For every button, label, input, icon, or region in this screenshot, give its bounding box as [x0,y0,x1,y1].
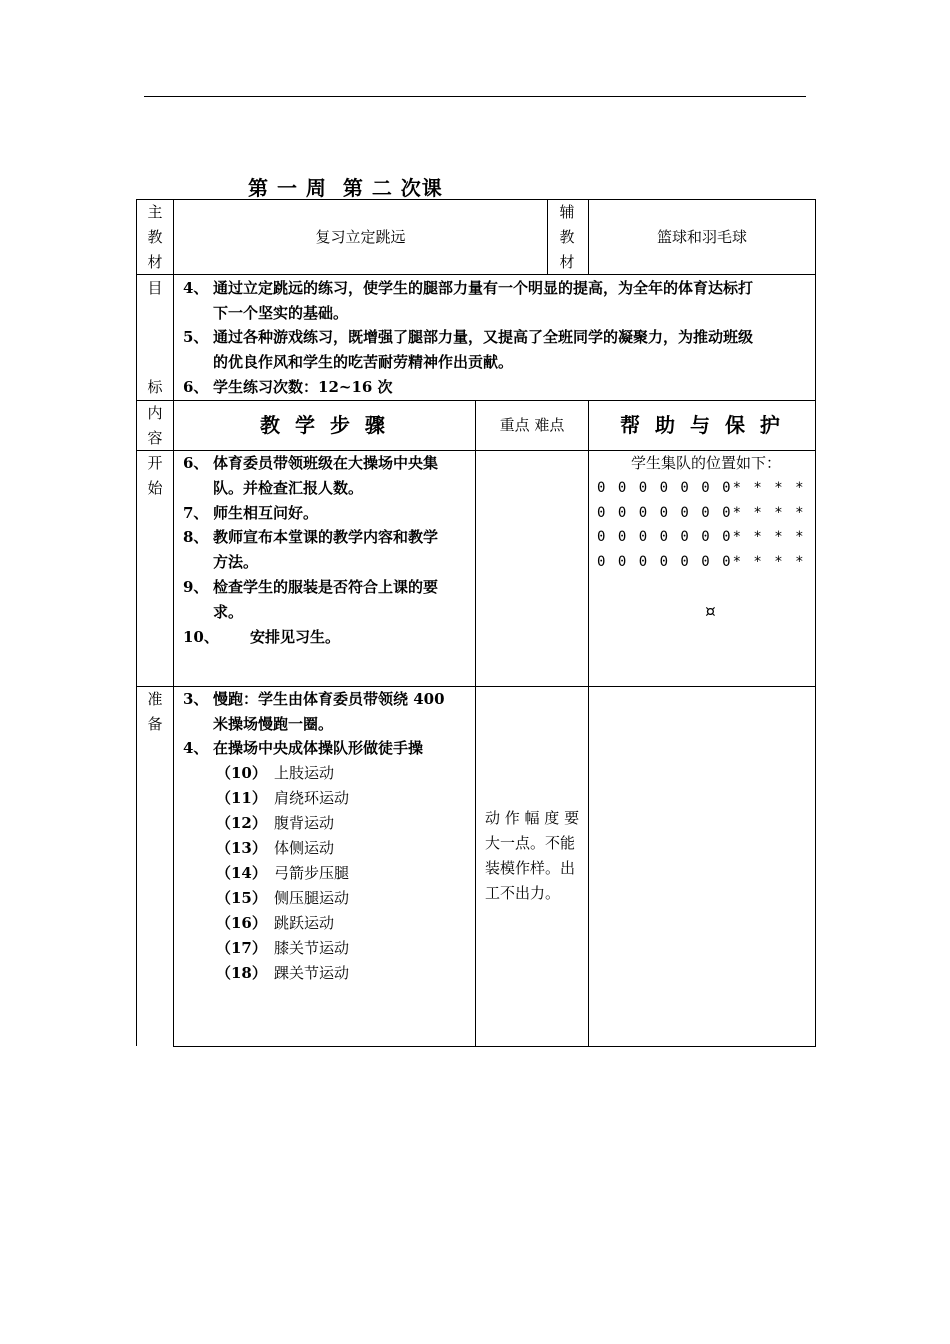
page-title: 第 一 周 第 二 次课 [248,176,443,200]
exercise-item: （16） 跳跃运动 [216,914,335,932]
formation-row: 0 0 0 0 0 0 0* * * * [597,554,806,570]
table-col-line-2 [475,400,476,1047]
start-step: 6、 体育委员带领班级在大操场中央集 [183,454,439,472]
prep-label: 准 备 [147,690,163,733]
start-step: 7、 师生相互问好。 [183,504,319,522]
exercise-item: （12） 腹背运动 [216,814,335,832]
exercise-item: （10） 上肢运动 [216,764,335,782]
formation-row: 0 0 0 0 0 0 0* * * * [597,529,806,545]
exercise-item: （18） 踝关节运动 [216,964,350,982]
teacher-position-symbol: ¤ [705,602,716,622]
start-step: 8、 教师宣布本堂课的教学内容和教学 [183,528,439,546]
prep-step: 3、 慢跑：学生由体育委员带领绕 400 [183,690,445,708]
start-label: 开 始 [147,454,163,497]
table-col-line-3 [588,400,589,1047]
exercise-item: （11） 肩绕环运动 [216,789,350,807]
table-row-line-2 [136,400,816,401]
prep-key-points: 动 作 幅 度 要 大一点。不能 装模作样。出 工不出力。 [485,809,580,902]
goal-label-bottom: 标 [147,378,163,396]
content-label: 内 容 [147,404,163,447]
table-border-right [815,199,816,1047]
goal-item: 5、 通过各种游戏练习，既增强了腿部力量，又提高了全班同学的凝聚力，为推动班级 [183,328,754,346]
column-header-steps: 教 学 步 骤 [260,413,389,437]
prep-step-cont: 米操场慢跑一圈。 [213,715,334,733]
table-border-top [136,199,816,200]
goal-item-cont: 的优良作风和学生的吃苦耐劳精神作出贡献。 [213,353,514,371]
table-border-bottom [173,1046,816,1047]
start-step-cont: 方法。 [213,553,259,571]
main-material-label: 主 教 材 [147,203,163,271]
table-border-left [136,199,137,1046]
column-header-help: 帮 助 与 保 护 [620,413,784,437]
exercise-item: （15） 侧压腿运动 [216,889,350,907]
goal-item: 4、 通过立定跳远的练习，使学生的腿部力量有一个明显的提高，为全年的体育达标打 [183,279,754,297]
formation-row: 0 0 0 0 0 0 0* * * * [597,480,806,496]
main-material-value: 复习立定跳远 [315,228,406,246]
column-header-key-points: 重点 难点 [499,416,565,434]
table-col-line-1 [173,199,174,1047]
table-row-line-1 [136,274,816,275]
header-rule [144,96,806,97]
start-step-cont: 队。并检查汇报人数。 [213,479,364,497]
start-step-cont: 求。 [213,603,244,621]
prep-step: 4、 在操场中央成体操队形做徒手操 [183,739,424,757]
table-col-line-2a [547,199,548,274]
goal-item-cont: 下一个坚实的基础。 [213,304,349,322]
exercise-item: （13） 体侧运动 [216,839,335,857]
goal-item: 6、 学生练习次数：12~16 次 [183,378,393,396]
start-step: 9、 检查学生的服装是否符合上课的要 [183,578,439,596]
start-step: 10、 安排见习生。 [183,628,341,646]
formation-row: 0 0 0 0 0 0 0* * * * [597,505,806,521]
exercise-item: （17） 膝关节运动 [216,939,350,957]
exercise-item: （14） 弓箭步压腿 [216,864,350,882]
goal-label-top: 目 [147,279,163,297]
aux-material-label: 辅 教 材 [559,203,575,271]
formation-title: 学生集队的位置如下： [631,454,782,472]
aux-material-value: 篮球和羽毛球 [656,228,747,246]
